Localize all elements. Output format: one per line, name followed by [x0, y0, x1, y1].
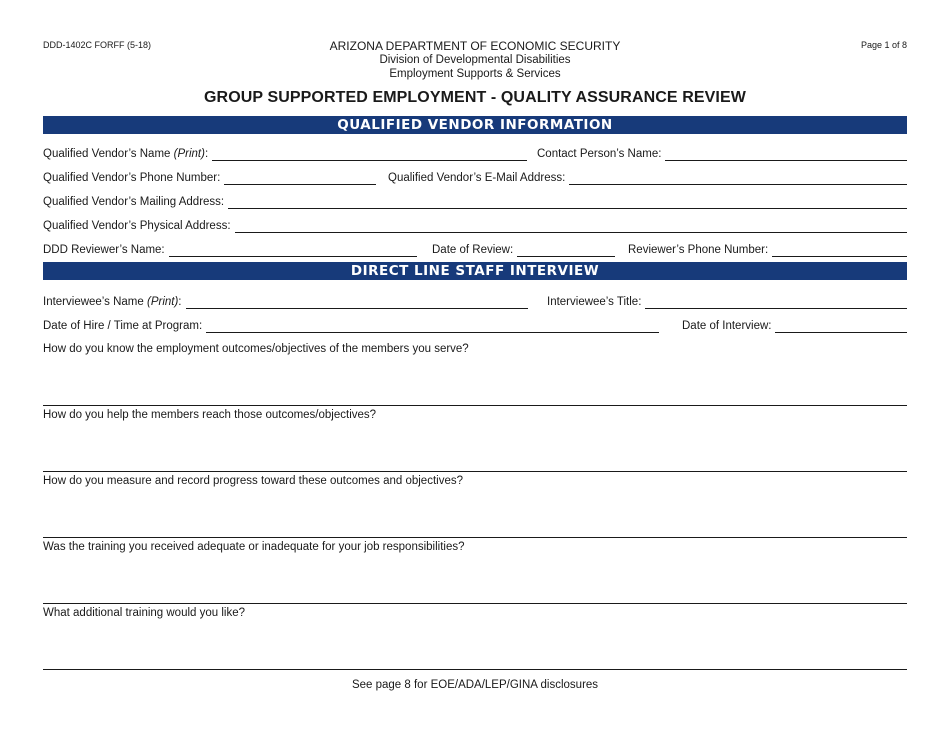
interviewee-title-field[interactable] [547, 293, 907, 309]
agency-header [0, 40, 950, 81]
form-id: DDD-1402C FORFF (5-18) [43, 40, 152, 50]
vendor-phone-field[interactable] [43, 169, 376, 185]
physical-address-label: Qualified Vendor’s Physical Address: [43, 220, 231, 232]
vendor-name-label: Qualified Vendor’s Name (Print): [43, 148, 209, 160]
question-2-label: How do you help the members reach those outcomes/objectives? [43, 409, 377, 421]
vendor-contact-row [43, 169, 907, 187]
vendor-section-heading: QUALIFIED VENDOR INFORMATION [43, 116, 907, 134]
reviewer-name-input[interactable] [169, 244, 417, 257]
reviewer-phone-field[interactable] [628, 241, 907, 257]
question-4-label: Was the training you received adequate or inadequate for your job responsibilities? [43, 541, 465, 553]
physical-address-row [43, 217, 907, 235]
question-2-answer-line[interactable] [43, 471, 907, 472]
division-name: Division of Developmental Disabilities [379, 54, 571, 66]
vendor-name-row [43, 145, 907, 163]
contact-person-label: Contact Person’s Name: [537, 148, 662, 160]
staff-section-heading: DIRECT LINE STAFF INTERVIEW [43, 262, 907, 280]
mailing-address-input[interactable] [228, 196, 907, 209]
review-date-input[interactable] [517, 244, 615, 257]
question-3-label: How do you measure and record progress toward these outcomes and objectives? [43, 475, 463, 487]
unit-name: Employment Supports & Services [389, 68, 561, 80]
physical-address-input[interactable] [235, 220, 907, 233]
question-5-label: What additional training would you like? [43, 607, 246, 619]
question-3-answer-line[interactable] [43, 537, 907, 538]
page-number: Page 1 of 8 [860, 40, 907, 50]
interview-date-field[interactable] [682, 317, 907, 333]
interview-date-input[interactable] [775, 320, 907, 333]
agency-name: ARIZONA DEPARTMENT OF ECONOMIC SECURITY [329, 39, 621, 53]
question-4-answer-line[interactable] [43, 603, 907, 604]
question-1-label: How do you know the employment outcomes/objectives of the members you serve? [43, 343, 469, 355]
interviewee-title-label: Interviewee’s Title: [547, 296, 642, 308]
reviewer-phone-label: Reviewer’s Phone Number: [628, 244, 769, 256]
disclosures-note: See page 8 for EOE/ADA/LEP/GINA disclosures [351, 679, 599, 691]
hire-date-row [43, 317, 907, 335]
mailing-address-field[interactable] [43, 193, 907, 209]
vendor-email-field[interactable] [388, 169, 907, 185]
reviewer-name-field[interactable] [43, 241, 417, 257]
interviewee-name-field[interactable] [43, 293, 528, 309]
review-date-label: Date of Review: [432, 244, 514, 256]
hire-date-field[interactable] [43, 317, 659, 333]
interviewee-row [43, 293, 907, 311]
mailing-address-label: Qualified Vendor’s Mailing Address: [43, 196, 225, 208]
form-title: GROUP SUPPORTED EMPLOYMENT - QUALITY ASSURANCE REVIEW [204, 89, 746, 106]
reviewer-row [43, 241, 907, 259]
interviewee-name-label: Interviewee’s Name (Print): [43, 296, 182, 308]
review-date-field[interactable] [432, 241, 615, 257]
mailing-address-row [43, 193, 907, 211]
question-5-answer-line[interactable] [43, 669, 907, 670]
physical-address-field[interactable] [43, 217, 907, 233]
question-1-answer-line[interactable] [43, 405, 907, 406]
vendor-phone-label: Qualified Vendor’s Phone Number: [43, 172, 221, 184]
vendor-name-input[interactable] [212, 148, 527, 161]
vendor-phone-input[interactable] [224, 172, 376, 185]
contact-person-field[interactable] [537, 145, 907, 161]
contact-person-input[interactable] [665, 148, 907, 161]
hire-date-label: Date of Hire / Time at Program: [43, 320, 203, 332]
vendor-name-field[interactable] [43, 145, 527, 161]
hire-date-input[interactable] [206, 320, 659, 333]
vendor-email-label: Qualified Vendor’s E-Mail Address: [388, 172, 566, 184]
reviewer-name-label: DDD Reviewer’s Name: [43, 244, 165, 256]
interviewee-name-input[interactable] [186, 296, 529, 309]
interview-date-label: Date of Interview: [682, 320, 772, 332]
interviewee-title-input[interactable] [645, 296, 907, 309]
reviewer-phone-input[interactable] [772, 244, 907, 257]
vendor-email-input[interactable] [569, 172, 907, 185]
